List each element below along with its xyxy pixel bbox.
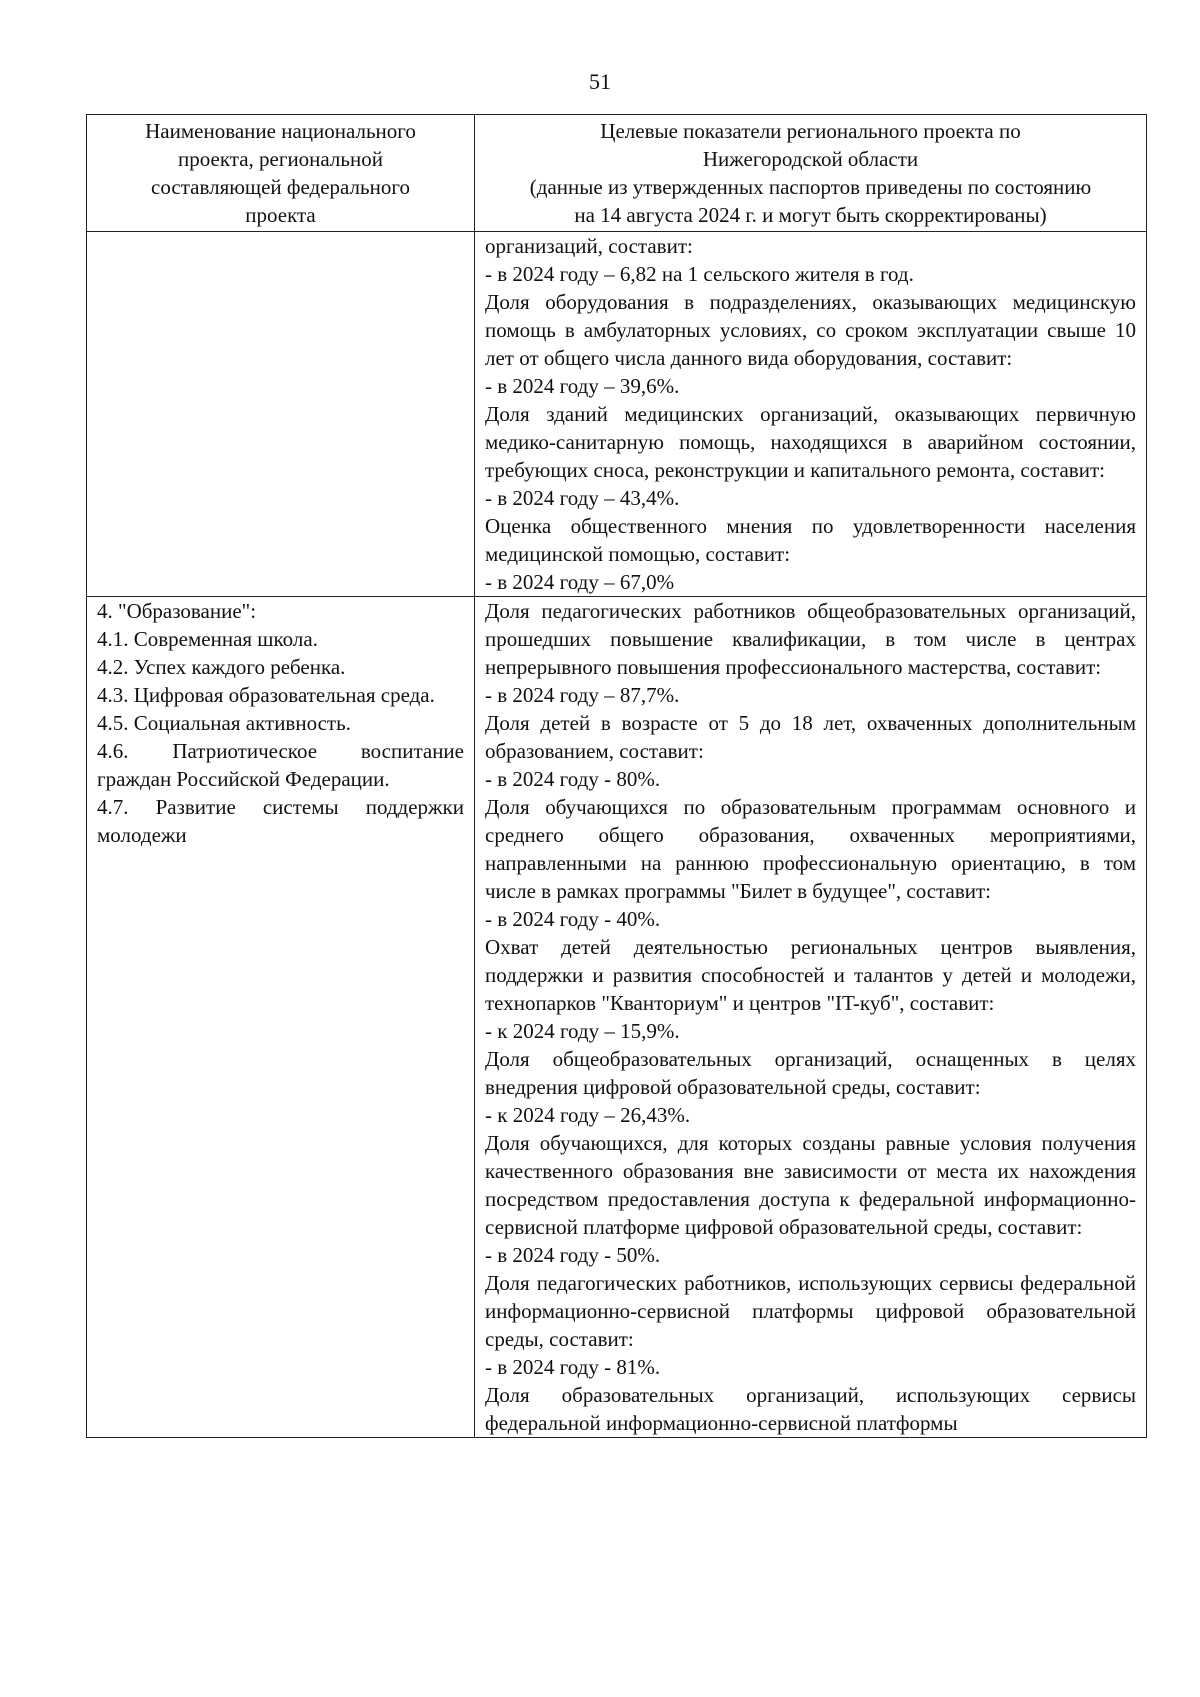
row1-indicators-cell (475, 232, 1147, 597)
project-item: 4.6. Патриотическое воспитание граждан Российской Федерации. (97, 739, 464, 791)
header-col2-line: (данные из утвержденных паспортов приведены по состоянию (529, 175, 1092, 199)
header-col2-line: Нижегородской области (702, 147, 919, 171)
indicator-value: - в 2024 году – 87,7%. (485, 683, 680, 707)
row2-project-cell (87, 597, 475, 1438)
header-col1-line: проекта (245, 203, 316, 227)
indicator-text: Доля обучающихся по образовательным программам основного и среднего общего образования, охваченных мероприятиями, направленными на раннюю профессиональную ориентацию, в том числе в рамках программы "Билет в будущее", составит: (485, 795, 1136, 903)
header-col1-line: составляющей федерального (151, 175, 410, 199)
indicator-value: - в 2024 году – 6,82 на 1 сельского жителя в год. (485, 262, 914, 286)
indicator-text: Доля общеобразовательных организаций, оснащенных в целях внедрения цифровой образовательной среды, составит: (485, 1047, 1136, 1099)
indicator-value: - к 2024 году – 15,9%. (485, 1019, 680, 1043)
header-project-name (87, 115, 475, 232)
page-number: 51 (589, 69, 611, 94)
project-item: 4.7. Развитие системы поддержки молодежи (97, 795, 464, 847)
indicator-text: Доля педагогических работников, использующих сервисы федеральной информационно-сервисной платформы цифровой образовательной среды, составит: (485, 1271, 1136, 1351)
indicator-value: - в 2024 году - 81%. (485, 1355, 661, 1379)
indicator-text: Доля детей в возрасте от 5 до 18 лет, охваченных дополнительным образованием, составит: (485, 711, 1136, 763)
header-col1-line: проекта, региональной (178, 147, 383, 171)
indicators-table (86, 114, 1147, 1438)
row2-indicators-cell (475, 597, 1147, 1438)
header-col2-line: Целевые показатели регионального проекта по (600, 119, 1021, 143)
header-target-indicators (475, 115, 1147, 232)
indicator-text: Оценка общественного мнения по удовлетворенности населения медицинской помощью, составит: (485, 514, 1136, 566)
table-row (87, 232, 1147, 597)
row1-project-cell (87, 232, 475, 597)
indicator-value: - в 2024 году - 80%. (485, 767, 661, 791)
indicator-text: Охват детей деятельностью региональных центров выявления, поддержки и развития способностей и талантов у детей и молодежи, технопарков "Кванториум" и центров "IT-куб", составит: (485, 935, 1136, 1015)
header-col2-line: на 14 августа 2024 г. и могут быть скорректированы) (574, 203, 1047, 227)
indicator-text: Доля обучающихся, для которых созданы равные условия получения качественного образования вне зависимости от места их нахождения посредством предоставления доступа к федеральной информационно-сервисной платформе цифровой образовательной среды, составит: (485, 1131, 1136, 1239)
indicator-value: - в 2024 году - 50%. (485, 1243, 661, 1267)
indicator-text: Доля зданий медицинских организаций, оказывающих первичную медико-санитарную помощь, находящихся в аварийном состоянии, требующих сноса, реконструкции и капитального ремонта, составит: (485, 402, 1136, 482)
table-header-row (87, 115, 1147, 232)
indicator-text: Доля оборудования в подразделениях, оказывающих медицинскую помощь в амбулаторных условиях, со сроком эксплуатации свыше 10 лет от общего числа данного вида оборудования, составит: (485, 290, 1136, 370)
table-row (87, 597, 1147, 1438)
indicator-text: организаций, составит: (485, 234, 693, 258)
indicator-value: - к 2024 году – 26,43%. (485, 1103, 691, 1127)
indicator-value: - в 2024 году – 67,0% (485, 570, 675, 594)
project-item: 4. "Образование": (97, 599, 257, 623)
project-item: 4.1. Современная школа. (97, 627, 318, 651)
indicator-text: Доля педагогических работников общеобразовательных организаций, прошедших повышение квалификации, в том числе в центрах непрерывного повышения профессионального мастерства, составит: (485, 599, 1136, 679)
indicator-value: - в 2024 году – 43,4%. (485, 486, 680, 510)
project-item: 4.2. Успех каждого ребенка. (97, 655, 346, 679)
indicator-text: Доля образовательных организаций, использующих сервисы федеральной информационно-сервисной платформы (485, 1383, 1136, 1435)
header-col1-line: Наименование национального (145, 119, 416, 143)
project-item: 4.5. Социальная активность. (97, 711, 351, 735)
indicator-value: - в 2024 году – 39,6%. (485, 374, 680, 398)
indicator-value: - в 2024 году - 40%. (485, 907, 661, 931)
project-item: 4.3. Цифровая образовательная среда. (97, 683, 435, 707)
